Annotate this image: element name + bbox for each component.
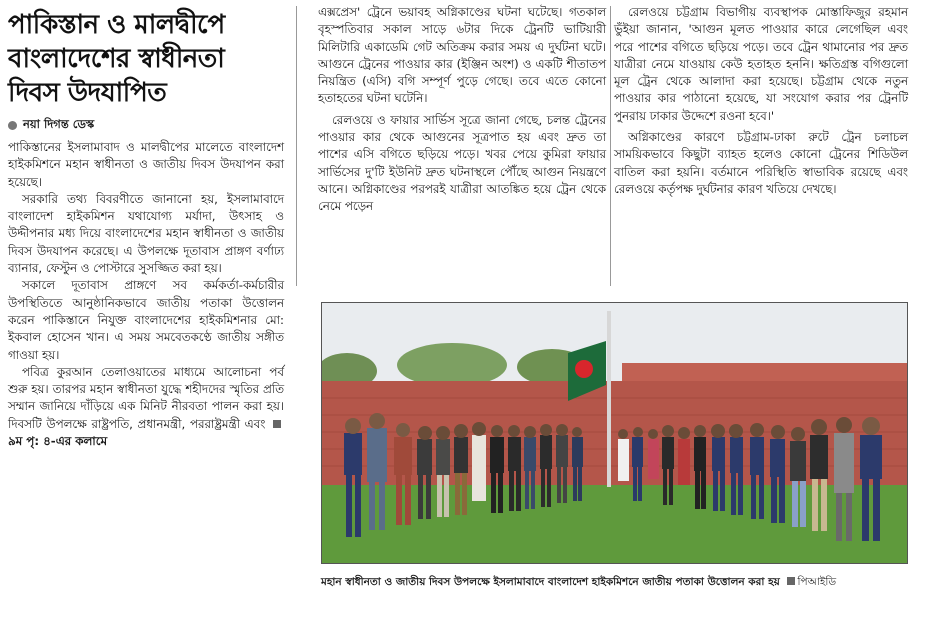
paragraph: রেলওয়ে চট্টগ্রাম বিভাগীয় ব্যবস্থাপক মোস্তাফিজুর রহমান ভুঁইয়া জানান, 'আগুন মূলত পাওয়ার কারে লেগেছিল এবং পরে পাশের বগিতে ছড়িয়ে পড়ে। তবে ট্রেন থামানোর পর দ্রুত যাত্রীরা নেমে যাওয়ায় কেউ হতাহত হননি। ক্ষতিগ্রস্ত বগিগুলো মূল ট্রেন থেকে আলাদা করা হয়েছে। চট্টগ্রাম থেকে নতুন পাওয়ার কার পাঠানো হয়েছে, যা সংযোগ করার পর ট্রেনটি পুনরায় ঢাকার উদ্দেশে রওনা হবে।' bbox=[614, 5, 908, 123]
article-column-left bbox=[8, 0, 284, 450]
tree bbox=[397, 343, 507, 387]
caption-text: মহান স্বাধীনতা ও জাতীয় দিবস উপলক্ষে ইসলামাবাদে বাংলাদেশ হাইকমিশনে জাতীয় পতাকা উত্তোলন করা হয় bbox=[321, 576, 780, 588]
paragraph bbox=[8, 364, 284, 450]
article-column-right bbox=[614, 4, 908, 198]
photo-credit: পিআইডি bbox=[797, 576, 837, 588]
square-icon bbox=[787, 577, 795, 585]
wall-top bbox=[622, 363, 908, 381]
headline: পাকিস্তান ও মালদ্বীপে বাংলাদেশের স্বাধীনতা দিবস উদযাপিত bbox=[8, 10, 225, 108]
paragraph: সকালে দূতাবাস প্রাঙ্গণে সব কর্মকর্তা-কর্মচারীর উপস্থিতিতে আনুষ্ঠানিকভাবে জাতীয় পতাকা উত্তোলন করেন পাকিস্তানে নিযুক্ত বাংলাদেশের হাইকমিশনার মো: ইকবাল হোসেন খান। এ সময় সমবেতকণ্ঠে জাতীয় সঙ্গীত গাওয়া হয়। bbox=[8, 278, 284, 362]
square-icon bbox=[273, 420, 281, 428]
column-divider bbox=[296, 6, 297, 286]
bullet-icon bbox=[8, 121, 17, 130]
photo-illustration bbox=[322, 303, 908, 564]
column-divider bbox=[610, 6, 611, 286]
paragraph: এক্সপ্রেস' ট্রেনে ভয়াবহ অগ্নিকাণ্ডের ঘটনা ঘটেছে। গতকাল বৃহস্পতিবার সকাল সাড়ে ৬টার দিকে ট্রেনটি ভাটিয়ারী মিলিটারি একাডেমি গেট অতিক্রম করার সময় এ দুর্ঘটনা ঘটে। আগুনে ট্রেনের পাওয়ার কার (ইঞ্জিন অংশ) ও একটি শীতাতপ নিয়ন্ত্রিত (এসি) বগি সম্পূর্ণ পুড়ে গেছে। তবে এতে কোনো হতাহতের ঘটনা ঘটেনি। bbox=[318, 5, 606, 106]
continued-jump: ৯ম পৃ: ৪-এর কলামে bbox=[8, 434, 108, 449]
paragraph: অগ্নিকাণ্ডের কারণে চট্টগ্রাম-ঢাকা রুটে ট্রেন চলাচল সাময়িকভাবে কিছুটা ব্যাহত হলেও কোনো ট্রেনের শিডিউল বাতিল করা হয়নি। বর্তমানে পরিস্থিতি স্বাভাবিক রয়েছে এবং রেলওয়ে কর্তৃপক্ষ দুর্ঘটনার কারণ খতিয়ে দেখছে। bbox=[614, 130, 908, 196]
paragraph: সরকারি তথ্য বিবরণীতে জানানো হয়, ইসলামাবাদে বাংলাদেশ হাইকমিশন যথাযোগ্য মর্যাদা, উৎসাহ ও উদ্দীপনার মধ্য দিয়ে বাংলাদেশের মহান স্বাধীনতা ও জাতীয় দিবস উদযাপন করেছে। এ উপলক্ষে দূতাবাস প্রাঙ্গণ বর্ণাঢ্য ব্যানার, ফেস্টুন ও পোস্টারে সুসজ্জিত করা হয়। bbox=[8, 191, 284, 276]
paragraph-text: পবিত্র কুরআন তেলাওয়াতের মাধ্যমে আলোচনা পর্ব শুরু হয়। তারপর মহান স্বাধীনতা যুদ্ধে শহীদদের স্মৃতির প্রতি সম্মান জানিয়ে দাঁড়িয়ে এক মিনিট নীরবতা পালন করা হয়। দিবসটি উপলক্ষে রাষ্ট্রপতি, প্রধানমন্ত্রী, পররাষ্ট্রমন্ত্রী এবং bbox=[8, 364, 284, 431]
article-column-middle bbox=[318, 4, 606, 216]
paragraph: পাকিস্তানের ইসলামাবাদ ও মালদ্বীপের মালেতে বাংলাদেশ হাইকমিশনে মহান স্বাধীনতা ও জাতীয় দিবস উদযাপন করা হয়েছে। bbox=[8, 140, 284, 189]
news-photo bbox=[321, 302, 908, 564]
paragraph: রেলওয়ে ও ফায়ার সার্ভিস সূত্রে জানা গেছে, চলন্ত ট্রেনের পাওয়ার কার থেকে আগুনের সূত্রপাত হয় এবং দ্রুত তা পাশের এসি বগিতে ছড়িয়ে পড়ে। খবর পেয়ে কুমিরা ফায়ার সার্ভিসের দু'টি ইউনিট দ্রুত ঘটনাস্থলে পৌঁছে আগুন নিয়ন্ত্রণে আনে। অগ্নিকাণ্ডের পরপরই যাত্রীরা আতঙ্কিত হয়ে ট্রেন থেকে নেমে পড়েন bbox=[318, 112, 606, 214]
byline bbox=[8, 116, 284, 135]
flag-pole bbox=[607, 311, 611, 487]
photo-caption bbox=[321, 575, 908, 589]
flag-disc bbox=[575, 360, 593, 378]
byline-text: নয়া দিগন্ত ডেস্ক bbox=[23, 117, 95, 131]
